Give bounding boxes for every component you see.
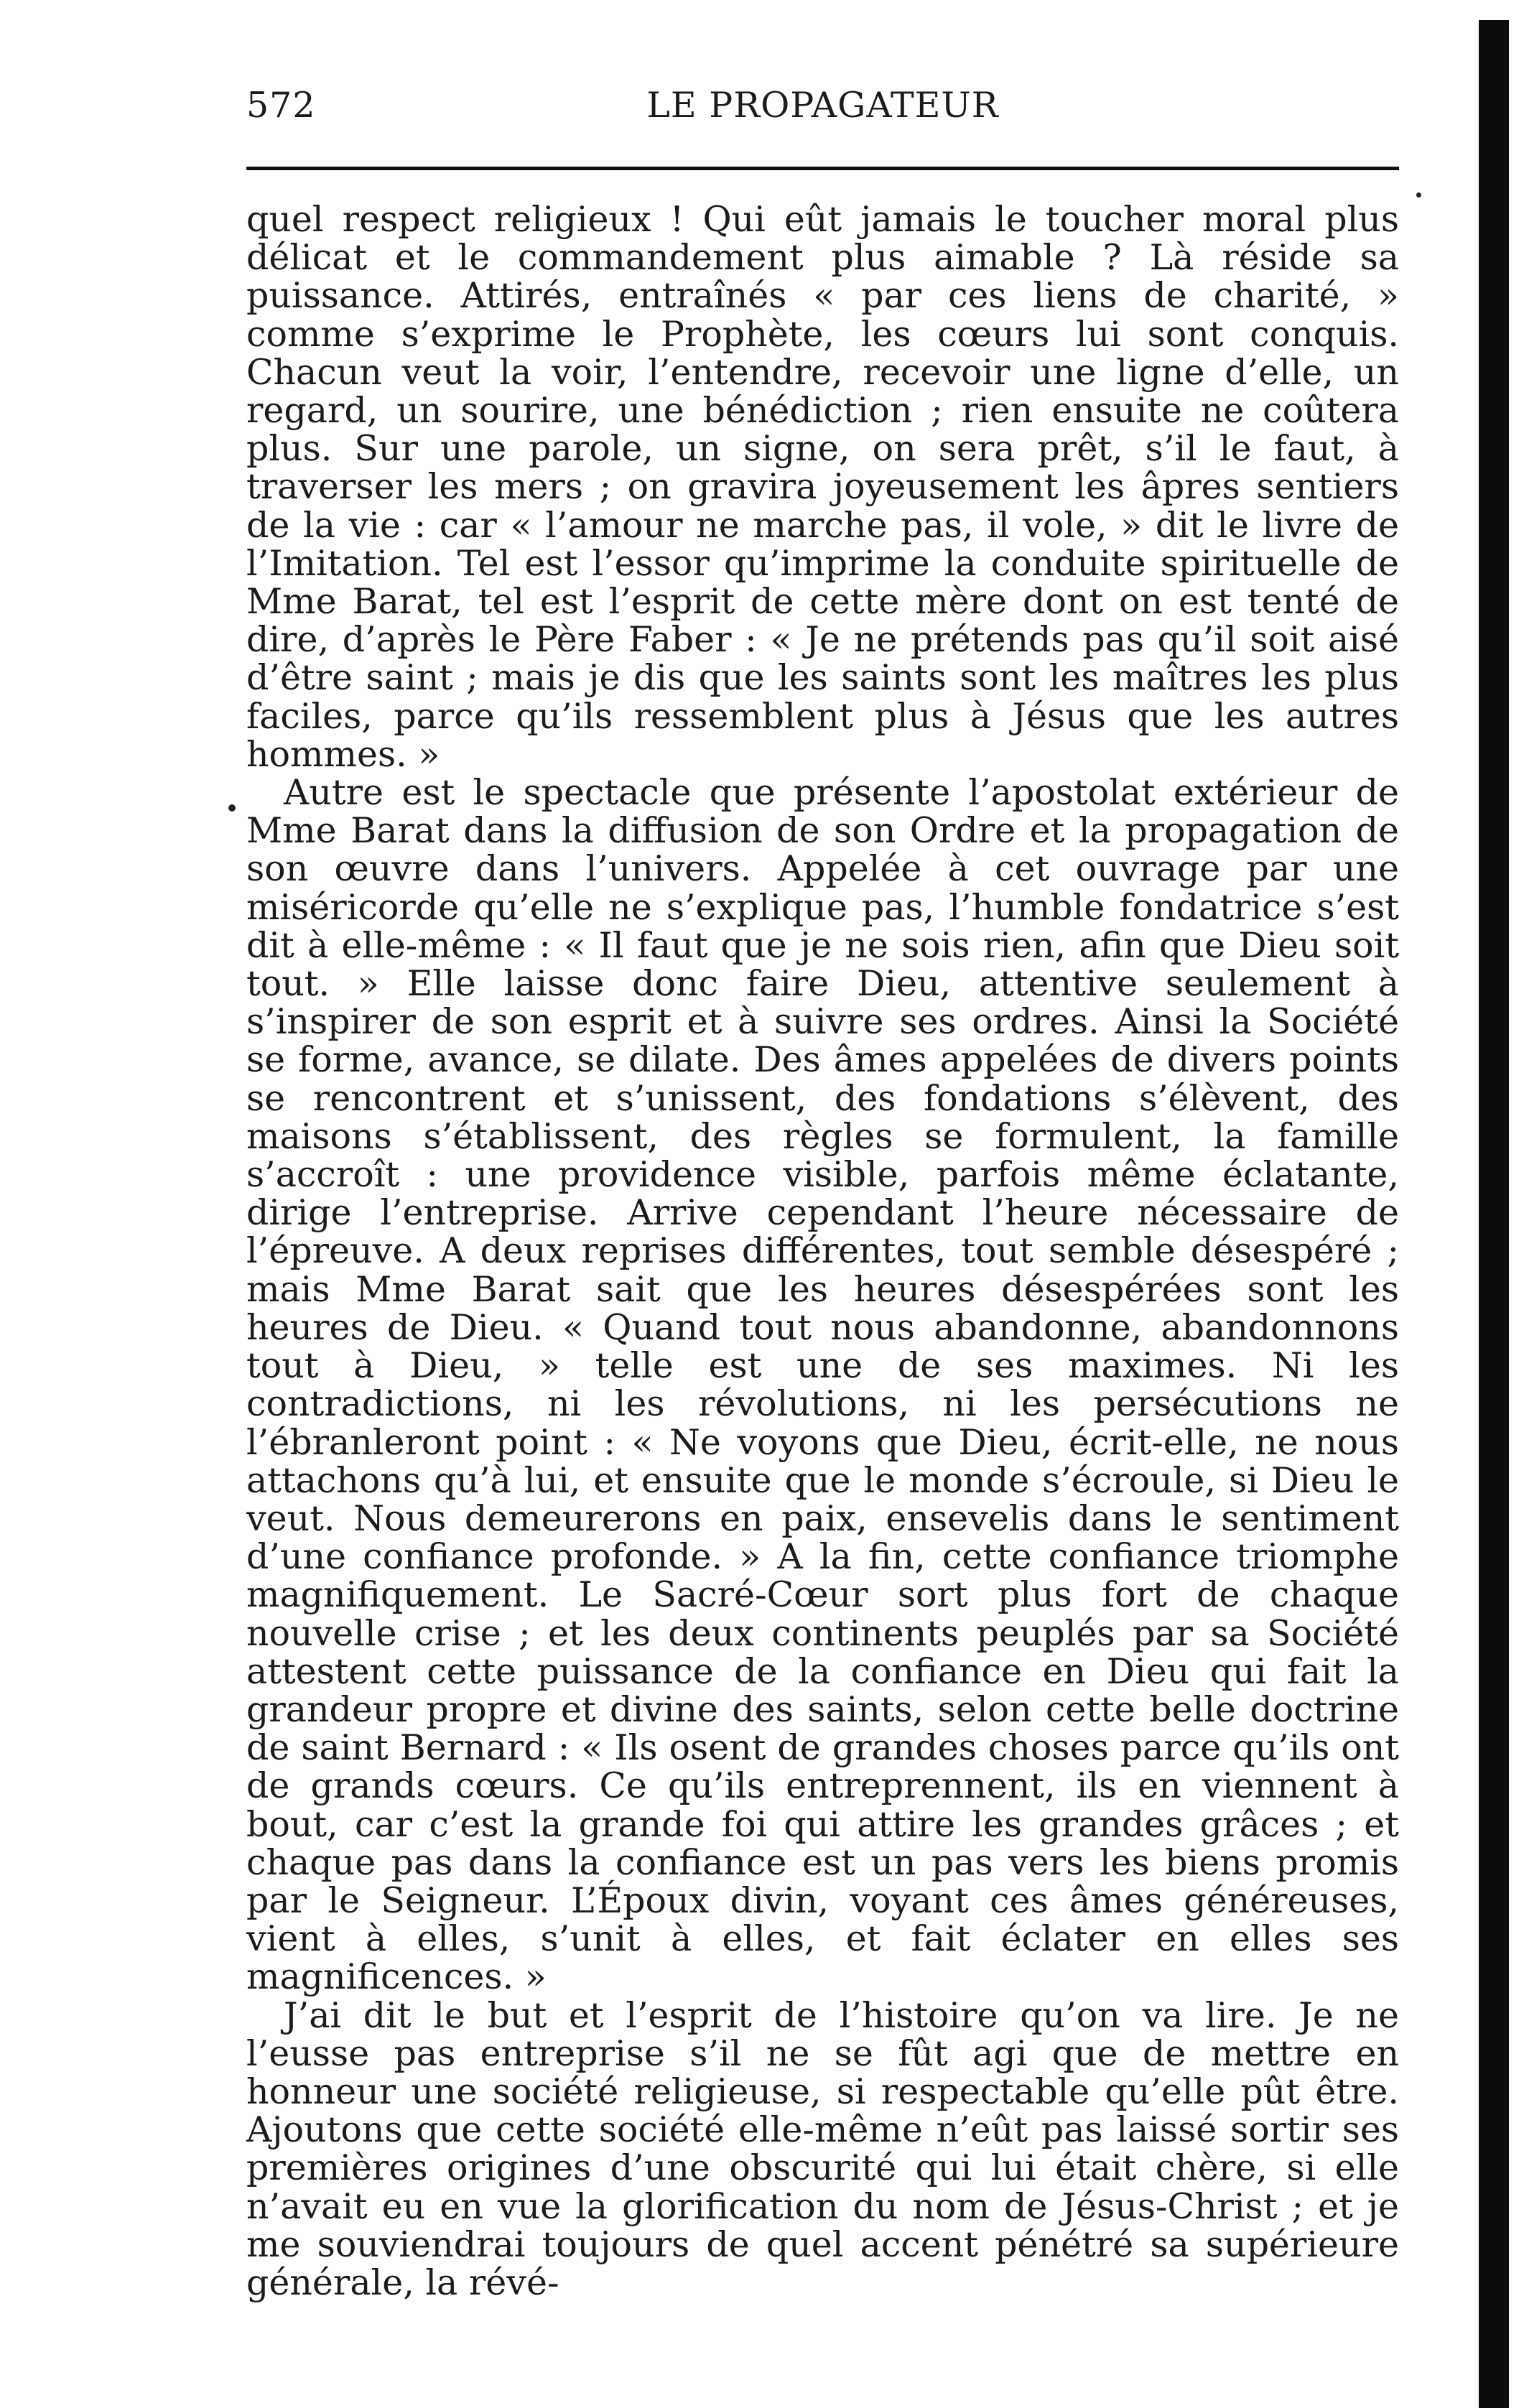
page-number: 572 bbox=[246, 85, 316, 126]
page-header bbox=[246, 85, 1399, 142]
margin-mark bbox=[228, 804, 236, 812]
paragraph-1: quel respect religieux ! Qui eût jamais le toucher moral plus délicat et le commandement plus aimable ? Là réside sa puissance. Attirés, entraînés « par ces liens de charité, » comme s’exprime le Prophète, les cœurs lui sont conquis. Chacun veut la voir, l’entendre, recevoir une ligne d’elle, un regard, un sourire, une bénédiction ; rien ensuite ne coûtera plus. Sur une parole, un signe, on sera prêt, s’il le faut, à traverser les mers ; on gravira joyeusement les âpres sentiers de la vie : car « l’amour ne marche pas, il vole, » dit le livre de l’Imitation. Tel est l’essor qu’imprime la conduite spirituelle de Mme Barat, tel est l’esprit de cette mère dont on est tenté de dire, d’après le Père Faber : « Je ne prétends pas qu’il soit aisé d’être saint ; mais je dis que les saints sont les maîtres les plus faciles, parce qu’ils ressemblent plus à Jésus que les autres hommes. » bbox=[246, 199, 1399, 775]
paragraph-3: J’ai dit le but et l’esprit de l’histoire qu’on va lire. Je ne l’eusse pas entreprise s’il ne se fût agi que de mettre en honneur une société religieuse, si respectable qu’elle pût être. Ajoutons que cette société elle-même n’eût pas laissé sortir ses premières origines d’une obscurité qui lui était chère, si elle n’avait eu en vue la glorification du nom de Jésus-Christ ; et je me souviendrai toujours de quel accent pénétré sa supérieure générale, la révé- bbox=[246, 1994, 1399, 2303]
scan-edge-shadow bbox=[1479, 20, 1509, 2408]
paragraph-2: Autre est le spectacle que présente l’apostolat extérieur de Mme Barat dans la diffusion de son Ordre et la propagation de son œuvre dans l’univers. Appelée à cet ouvrage par une miséricorde qu’elle ne s’explique pas, l’humble fondatrice s’est dit à elle-même : « Il faut que je ne sois rien, afin que Dieu soit tout. » Elle laisse donc faire Dieu, attentive seulement à s’inspirer de son esprit et à suivre ses ordres. Ainsi la Société se forme, avance, se dilate. Des âmes appelées de divers points se rencontrent et s’unissent, des fondations s’élèvent, des maisons s’établissent, des règles se formulent, la famille s’accroît : une providence visible, parfois même éclatante, dirige l’entreprise. Arrive cependant l’heure nécessaire de l’épreuve. A deux reprises différentes, tout semble désespéré ; mais Mme Barat sait que les heures désespérées sont les heures de Dieu. « Quand tout nous abandonne, abandonnons tout à Dieu, » telle est une de ses maximes. Ni les contradictions, ni les révolutions, ni les persécutions ne l’ébranleront point : « Ne voyons que Dieu, écrit-elle, ne nous attachons qu’à lui, et ensuite que le monde s’écroule, si Dieu le veut. Nous demeurerons en paix, ensevelis dans le sentiment d’une confiance profonde. » A la fin, cette confiance triomphe magnifiquement. Le Sacré-Cœur sort plus fort de chaque nouvelle crise ; et les deux continents peuplés par sa Société attestent cette puissance de la confiance en Dieu qui fait la grandeur propre et divine des saints, selon cette belle doctrine de saint Bernard : « Ils osent de grandes choses parce qu’ils ont de grands cœurs. Ce qu’ils entreprennent, ils en viennent à bout, car c’est la grande foi qui attire les grandes grâces ; et chaque pas dans la confiance est un pas vers les biens promis par le Seigneur. L’Époux divin, voyant ces âmes généreuses, vient à elles, s’unit à elles, et fait éclater en elles ses magnificences. » bbox=[246, 772, 1399, 1998]
margin-mark bbox=[1416, 192, 1421, 197]
body-text bbox=[246, 200, 1399, 2302]
running-title: LE PROPAGATEUR bbox=[646, 85, 999, 126]
header-rule bbox=[246, 167, 1399, 170]
